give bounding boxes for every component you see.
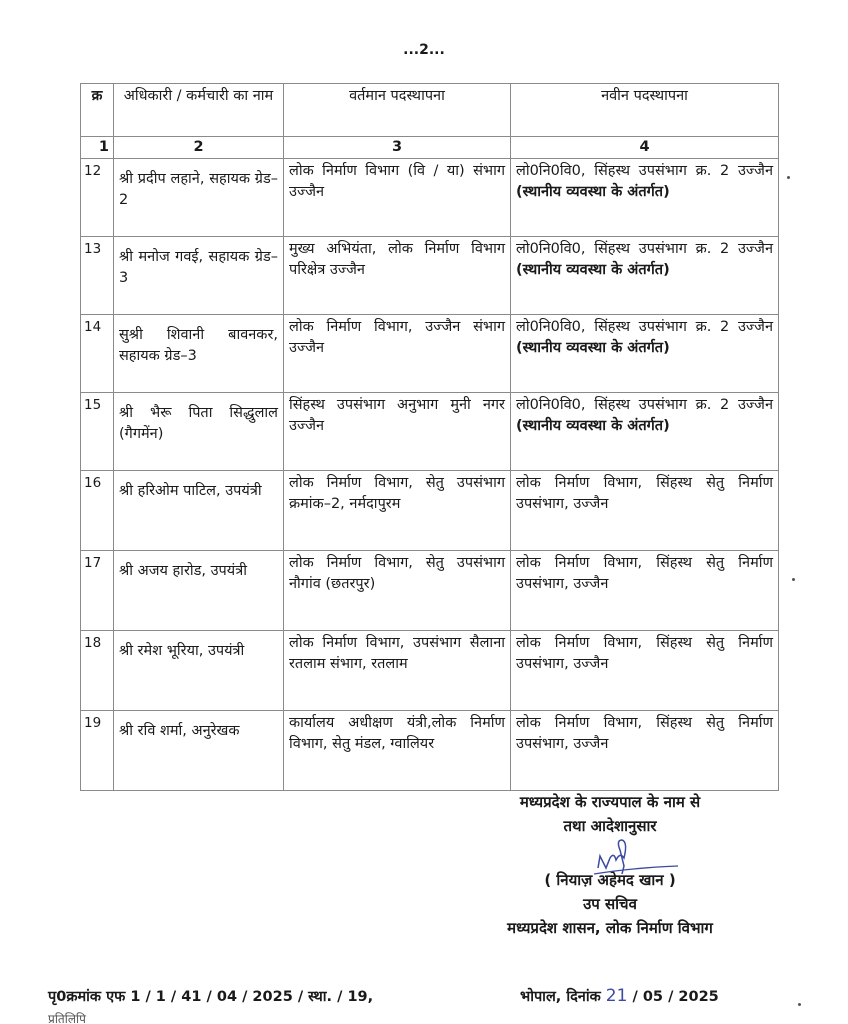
column-number: 1 xyxy=(81,137,114,159)
serial-number: 19 xyxy=(81,711,114,791)
employee-name-text: श्री रमेश भूरिया, उपयंत्री xyxy=(119,643,245,659)
new-posting xyxy=(511,393,779,471)
new-posting xyxy=(511,315,779,393)
serial-number: 16 xyxy=(81,471,114,551)
table-row xyxy=(81,711,779,791)
current-posting-text: सिंहस्थ उपसंभाग अनुभाग मुनी नगर उज्जैन xyxy=(289,397,505,434)
new-posting-text: लोक निर्माण विभाग, सिंहस्थ सेतु निर्माण उपसंभाग, उज्जैन xyxy=(516,555,773,592)
employee-name xyxy=(114,711,284,791)
local-arrangement-note: (स्थानीय व्यवस्था के अंतर्गत) xyxy=(516,184,670,200)
scan-speck xyxy=(798,1003,801,1006)
transfer-order-table xyxy=(80,83,779,791)
column-number: 3 xyxy=(284,137,511,159)
table-row xyxy=(81,631,779,711)
current-posting xyxy=(284,631,511,711)
date-day-handwritten: 21 xyxy=(605,986,628,1006)
employee-name xyxy=(114,237,284,315)
current-posting-text: लोक निर्माण विभाग, उज्जैन संभाग उज्जैन xyxy=(289,319,505,356)
table-row xyxy=(81,471,779,551)
column-number-row xyxy=(81,137,779,159)
serial-number: 13 xyxy=(81,237,114,315)
header-name: अधिकारी / कर्मचारी का नाम xyxy=(114,84,284,137)
employee-name-text: श्री रवि शर्मा, अनुरेखक xyxy=(119,723,240,739)
local-arrangement-note: (स्थानीय व्यवस्था के अंतर्गत) xyxy=(516,262,670,278)
serial-number: 12 xyxy=(81,159,114,237)
employee-name-text: सुश्री शिवानी बावनकर, सहायक ग्रेड–3 xyxy=(119,327,278,364)
column-number: 2 xyxy=(114,137,284,159)
table-row xyxy=(81,551,779,631)
employee-name-text: श्री अजय हारोड, उपयंत्री xyxy=(119,563,247,579)
current-posting-text: मुख्य अभियंता, लोक निर्माण विभाग परिक्षेत्र उज्जैन xyxy=(289,241,505,278)
current-posting-text: लोक निर्माण विभाग, सेतु उपसंभाग नौगांव (छतरपुर) xyxy=(289,555,505,592)
current-posting xyxy=(284,711,511,791)
column-number: 4 xyxy=(511,137,779,159)
header-sn: क्र xyxy=(81,84,114,137)
serial-number: 15 xyxy=(81,393,114,471)
table-row xyxy=(81,237,779,315)
employee-name xyxy=(114,551,284,631)
current-posting-text: लोक निर्माण विभाग, उपसंभाग सैलाना रतलाम संभाग, रतलाम xyxy=(289,635,505,672)
local-arrangement-note: (स्थानीय व्यवस्था के अंतर्गत) xyxy=(516,340,670,356)
current-posting-text: लोक निर्माण विभाग (वि / या) संभाग उज्जैन xyxy=(289,163,505,200)
current-posting xyxy=(284,237,511,315)
new-posting xyxy=(511,159,779,237)
serial-number: 14 xyxy=(81,315,114,393)
current-posting-text: कार्यालय अधीक्षण यंत्री,लोक निर्माण विभाग, सेतु मंडल, ग्वालियर xyxy=(289,715,505,752)
scan-speck xyxy=(792,578,795,581)
signatory-department: मध्यप्रदेश शासन, लोक निर्माण विभाग xyxy=(507,919,713,937)
employee-name-text: श्री हरिओम पाटिल, उपयंत्री xyxy=(119,483,262,499)
new-posting xyxy=(511,631,779,711)
authority-line: मध्यप्रदेश के राज्यपाल के नाम से xyxy=(519,793,701,811)
order-line: तथा आदेशानुसार xyxy=(563,817,657,835)
table-row xyxy=(81,159,779,237)
date-prefix: भोपाल, दिनांक xyxy=(520,989,601,1005)
table-row xyxy=(81,393,779,471)
table-row xyxy=(81,315,779,393)
employee-name xyxy=(114,471,284,551)
issue-date xyxy=(520,986,719,1006)
new-posting-text: लो0नि0वि0, सिंहस्थ उपसंभाग क्र. 2 उज्जैन xyxy=(516,241,773,257)
current-posting xyxy=(284,393,511,471)
local-arrangement-note: (स्थानीय व्यवस्था के अंतर्गत) xyxy=(516,418,670,434)
employee-name xyxy=(114,315,284,393)
employee-name xyxy=(114,393,284,471)
handwritten-signature-icon xyxy=(590,838,680,878)
employee-name xyxy=(114,631,284,711)
copy-heading-cut: प्रतिलिपि xyxy=(48,1012,86,1024)
date-month-year: / 05 / 2025 xyxy=(632,989,719,1005)
current-posting xyxy=(284,551,511,631)
scan-speck xyxy=(787,176,790,179)
employee-name xyxy=(114,159,284,237)
new-posting-text: लो0नि0वि0, सिंहस्थ उपसंभाग क्र. 2 उज्जैन xyxy=(516,319,773,335)
employee-name-text: श्री भैरू पिता सिद्धुलाल (गैगमेंन) xyxy=(119,405,278,442)
new-posting xyxy=(511,471,779,551)
employee-name-text: श्री प्रदीप लहाने, सहायक ग्रेड–2 xyxy=(119,171,278,208)
new-posting-text: लो0नि0वि0, सिंहस्थ उपसंभाग क्र. 2 उज्जैन xyxy=(516,163,773,179)
current-posting xyxy=(284,315,511,393)
new-posting-text: लोक निर्माण विभाग, सिंहस्थ सेतु निर्माण उपसंभाग, उज्जैन xyxy=(516,475,773,512)
page-marker: ...2... xyxy=(403,42,445,58)
new-posting xyxy=(511,551,779,631)
employee-name-text: श्री मनोज गवई, सहायक ग्रेड–3 xyxy=(119,249,278,286)
new-posting xyxy=(511,711,779,791)
current-posting xyxy=(284,159,511,237)
serial-number: 17 xyxy=(81,551,114,631)
new-posting-text: लो0नि0वि0, सिंहस्थ उपसंभाग क्र. 2 उज्जैन xyxy=(516,397,773,413)
table-header-row xyxy=(81,84,779,137)
current-posting-text: लोक निर्माण विभाग, सेतु उपसंभाग क्रमांक–2, नर्मदापुरम xyxy=(289,475,505,512)
reference-number: पृ0क्रमांक एफ 1 / 1 / 41 / 04 / 2025 / स्था. / 19, xyxy=(48,989,374,1005)
new-posting xyxy=(511,237,779,315)
current-posting xyxy=(284,471,511,551)
new-posting-text: लोक निर्माण विभाग, सिंहस्थ सेतु निर्माण उपसंभाग, उज्जैन xyxy=(516,715,773,752)
signatory-designation: उप सचिव xyxy=(583,895,637,913)
signatory-name: ( नियाज़ अहेमद खान ) xyxy=(544,871,676,889)
header-current-posting: वर्तमान पदस्थापना xyxy=(284,84,511,137)
serial-number: 18 xyxy=(81,631,114,711)
new-posting-text: लोक निर्माण विभाग, सिंहस्थ सेतु निर्माण उपसंभाग, उज्जैन xyxy=(516,635,773,672)
header-new-posting: नवीन पदस्थापना xyxy=(511,84,779,137)
